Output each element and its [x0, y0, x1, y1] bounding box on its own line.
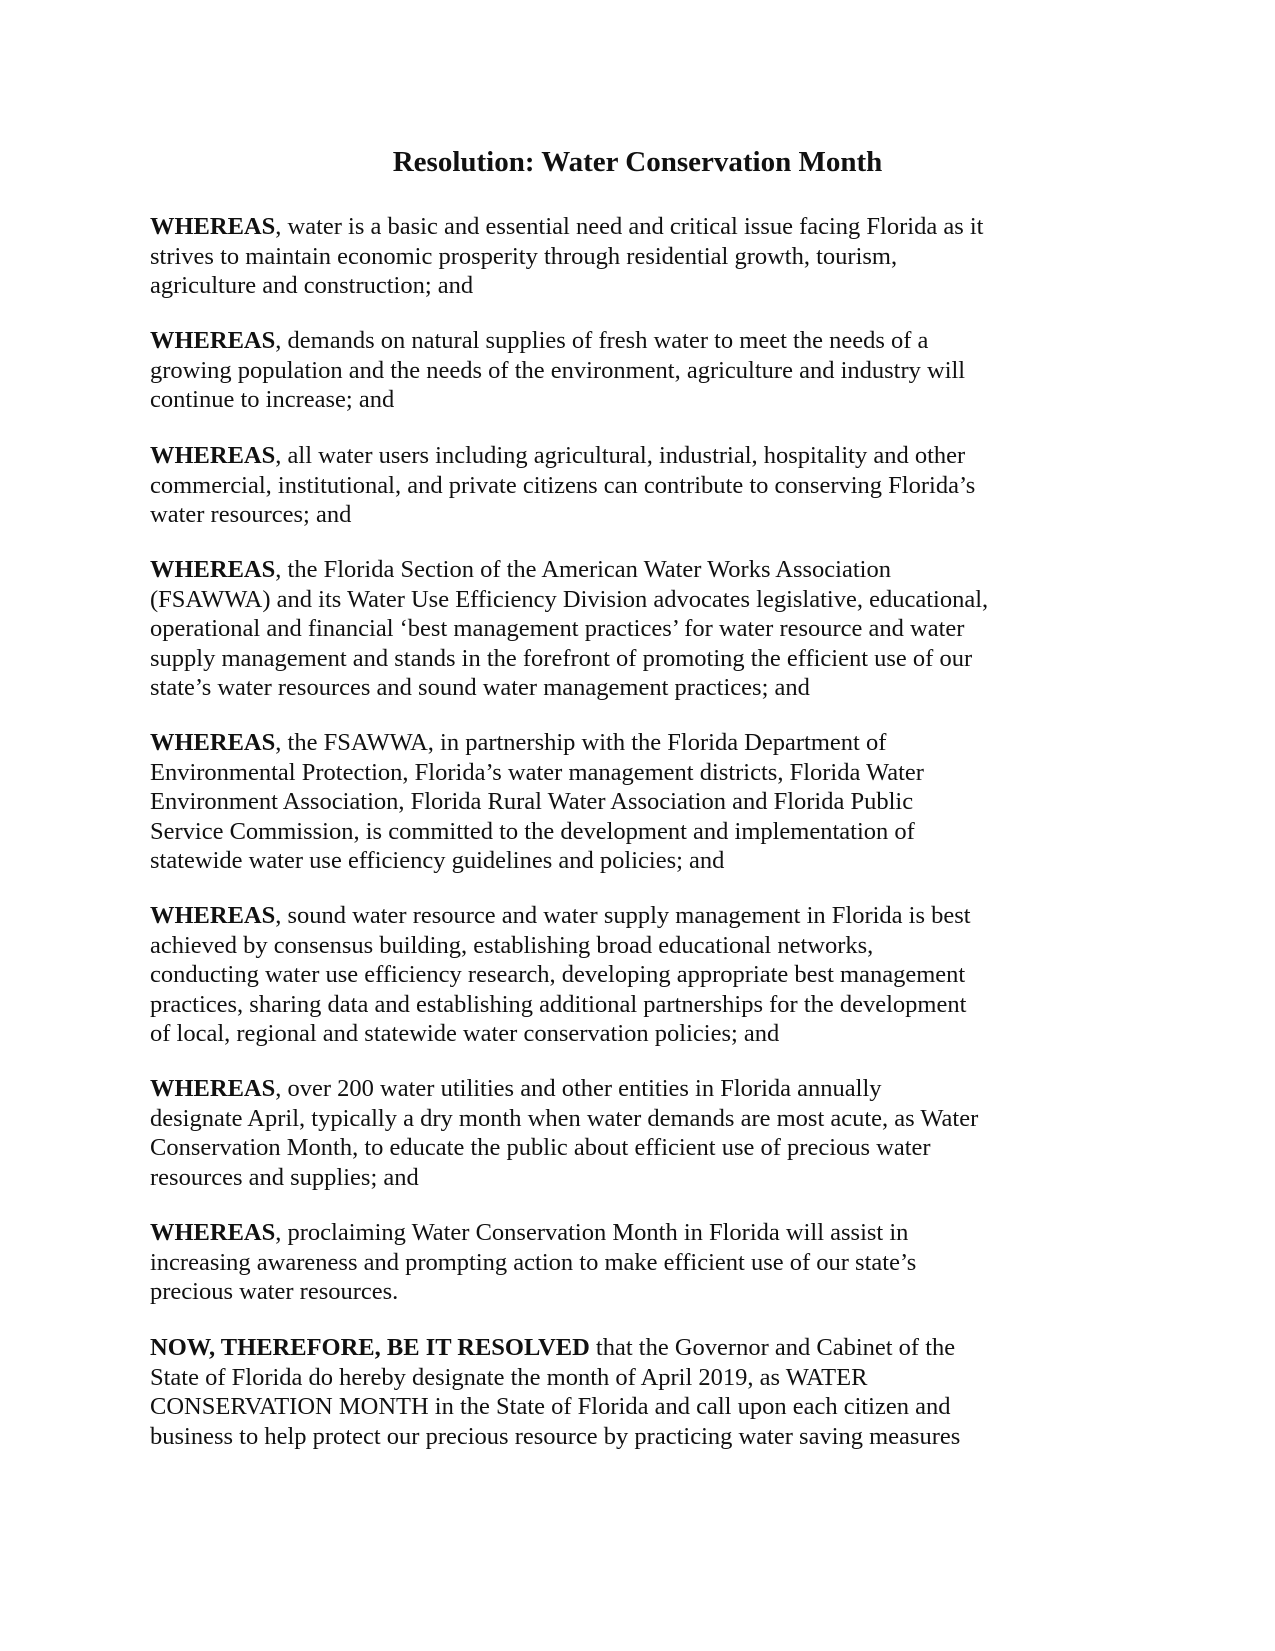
paragraph-text: , demands on natural supplies of fresh water to meet the needs of a [275, 327, 929, 354]
paragraph-text: , all water users including agricultural, industrial, hospitality and other [275, 442, 966, 469]
paragraph-line [150, 1333, 1130, 1363]
paragraph-lead: WHEREAS [150, 1075, 276, 1102]
paragraph-line: growing population and the needs of the environment, agriculture and industry will [150, 356, 966, 384]
paragraph-line [150, 1218, 1130, 1248]
paragraph-line: increasing awareness and prompting action to make efficient use of our state’s [150, 1248, 917, 1276]
paragraph-line: water resources; and [150, 501, 352, 529]
paragraph-lead: WHEREAS [150, 729, 276, 756]
whereas-paragraph-1 [150, 212, 1130, 301]
paragraph-lead: WHEREAS [150, 556, 276, 583]
paragraph-text: , proclaiming Water Conservation Month in Florida will assist in [275, 1219, 909, 1246]
paragraph-lead: WHEREAS [150, 902, 276, 929]
paragraph-lead: NOW, THEREFORE, BE IT RESOLVED [150, 1334, 590, 1361]
paragraph-lead: WHEREAS [150, 1219, 276, 1246]
whereas-paragraph-8 [150, 1218, 1130, 1307]
paragraph-line [150, 1074, 1130, 1104]
paragraph-line [150, 441, 1130, 471]
paragraph-line: commercial, institutional, and private citizens can contribute to conserving Florida’s [150, 471, 976, 499]
paragraph-line [150, 212, 1130, 242]
paragraph-line [150, 555, 1130, 585]
paragraph-line: continue to increase; and [150, 386, 395, 414]
paragraph-text: , the Florida Section of the American Water Works Association [275, 556, 891, 583]
resolved-paragraph [150, 1333, 1130, 1451]
paragraph-line: State of Florida do hereby designate the month of April 2019, as WATER [150, 1363, 868, 1391]
paragraph-text: , over 200 water utilities and other entities in Florida annually [275, 1075, 882, 1102]
whereas-paragraph-5 [150, 728, 1130, 876]
paragraph-lead: WHEREAS [150, 327, 276, 354]
whereas-paragraph-3 [150, 441, 1130, 530]
paragraph-text: , water is a basic and essential need and critical issue facing Florida as it [275, 213, 984, 240]
paragraph-line: practices, sharing data and establishing additional partnerships for the development [150, 990, 967, 1018]
paragraph-line: supply management and stands in the forefront of promoting the efficient use of our [150, 644, 973, 672]
paragraph-line: agriculture and construction; and [150, 272, 474, 300]
whereas-paragraph-4 [150, 555, 1130, 703]
whereas-paragraph-7 [150, 1074, 1130, 1192]
paragraph-lead: WHEREAS [150, 442, 276, 469]
paragraph-line: Environmental Protection, Florida’s water management districts, Florida Water [150, 758, 924, 786]
paragraph-line: state’s water resources and sound water management practices; and [150, 674, 810, 702]
paragraph-text: , sound water resource and water supply management in Florida is best [275, 902, 971, 929]
paragraph-line: strives to maintain economic prosperity through residential growth, tourism, [150, 242, 898, 270]
paragraph-line: CONSERVATION MONTH in the State of Florida and call upon each citizen and [150, 1393, 951, 1421]
paragraph-line: of local, regional and statewide water conservation policies; and [150, 1020, 780, 1048]
paragraph-line: Environment Association, Florida Rural Water Association and Florida Public [150, 788, 914, 816]
paragraph-line: operational and financial ‘best management practices’ for water resource and water [150, 615, 965, 643]
paragraph-line: Conservation Month, to educate the public about efficient use of precious water [150, 1134, 931, 1162]
paragraph-line [150, 728, 1130, 758]
paragraph-line: achieved by consensus building, establishing broad educational networks, [150, 931, 874, 959]
paragraph-line: conducting water use efficiency research, developing appropriate best management [150, 961, 966, 989]
paragraph-line: (FSAWWA) and its Water Use Efficiency Division advocates legislative, educational, [150, 585, 989, 613]
whereas-paragraph-2 [150, 326, 1130, 415]
paragraph-line: precious water resources. [150, 1278, 399, 1306]
paragraph-line: resources and supplies; and [150, 1163, 419, 1191]
paragraph-line: business to help protect our precious resource by practicing water saving measures [150, 1422, 961, 1450]
paragraph-line: designate April, typically a dry month when water demands are most acute, as Water [150, 1104, 979, 1132]
paragraph-text: , the FSAWWA, in partnership with the Florida Department of [275, 729, 887, 756]
paragraph-text: that the Governor and Cabinet of the [589, 1334, 956, 1361]
whereas-paragraph-6 [150, 901, 1130, 1049]
paragraph-line: Service Commission, is committed to the development and implementation of [150, 817, 915, 845]
paragraph-lead: WHEREAS [150, 213, 276, 240]
paragraph-line [150, 901, 1130, 931]
paragraph-line [150, 326, 1130, 356]
paragraph-line: statewide water use efficiency guidelines and policies; and [150, 847, 725, 875]
page-title: Resolution: Water Conservation Month [392, 146, 883, 178]
